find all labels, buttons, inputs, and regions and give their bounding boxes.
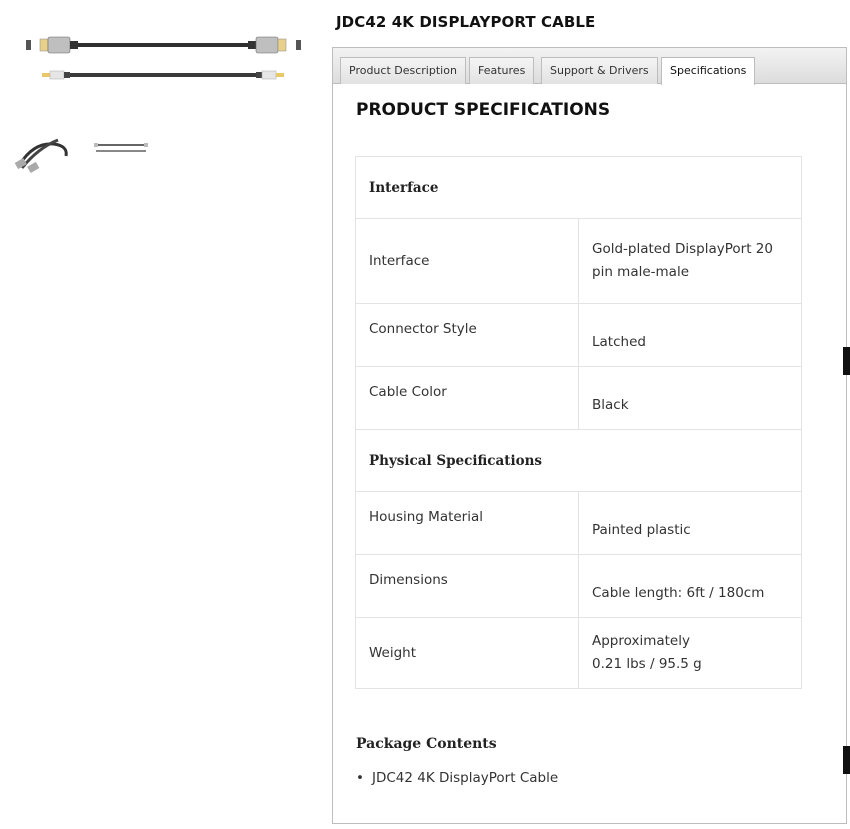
- tab-specifications[interactable]: Specifications: [661, 57, 755, 85]
- specs-heading: PRODUCT SPECIFICATIONS: [356, 100, 611, 120]
- coiled-cable-icon[interactable]: [14, 134, 74, 174]
- spec-label: Housing Material: [369, 509, 484, 525]
- product-tabs-panel: [332, 47, 847, 824]
- spec-value: Cable length: 6ft / 180cm: [592, 585, 765, 601]
- spec-value: Latched: [592, 334, 646, 350]
- table-row: [356, 618, 802, 689]
- package-list: [356, 770, 558, 786]
- package-heading: Package Contents: [356, 736, 497, 752]
- straight-cable-icon[interactable]: [94, 142, 148, 154]
- spec-label: Interface: [356, 219, 579, 304]
- tab-features[interactable]: Features: [469, 57, 534, 84]
- displayport-cable-icon[interactable]: [22, 34, 306, 84]
- section-physical: Physical Specifications: [356, 430, 802, 492]
- spec-value: Painted plastic: [592, 522, 691, 538]
- scroll-marker: [843, 347, 850, 375]
- spec-value: Black: [592, 397, 629, 413]
- table-row: [356, 304, 802, 367]
- tab-bar: [333, 48, 846, 84]
- list-item: • JDC42 4K DisplayPort Cable: [356, 770, 558, 786]
- table-row: [356, 219, 802, 304]
- section-interface: Interface: [356, 157, 802, 219]
- tab-product-description[interactable]: Product Description: [340, 57, 466, 84]
- scroll-marker: [843, 746, 850, 774]
- table-row: [356, 555, 802, 618]
- table-row: [356, 367, 802, 430]
- spec-label: Cable Color: [369, 384, 447, 400]
- tab-support-drivers[interactable]: Support & Drivers: [541, 57, 658, 84]
- specs-table: [355, 156, 802, 689]
- spec-value: Approximately: [592, 633, 690, 649]
- spec-value: 0.21 lbs / 95.5 g: [592, 656, 702, 672]
- thumbnail-strip: [14, 134, 164, 174]
- spec-value: Gold-plated DisplayPort 20 pin male-male: [579, 219, 802, 304]
- spec-label: Weight: [356, 618, 579, 689]
- spec-label: Dimensions: [369, 572, 448, 588]
- spec-label: Connector Style: [369, 321, 477, 337]
- table-section-row: [356, 430, 802, 492]
- product-title: JDC42 4K DISPLAYPORT CABLE: [336, 13, 596, 31]
- table-section-row: [356, 157, 802, 219]
- table-row: [356, 492, 802, 555]
